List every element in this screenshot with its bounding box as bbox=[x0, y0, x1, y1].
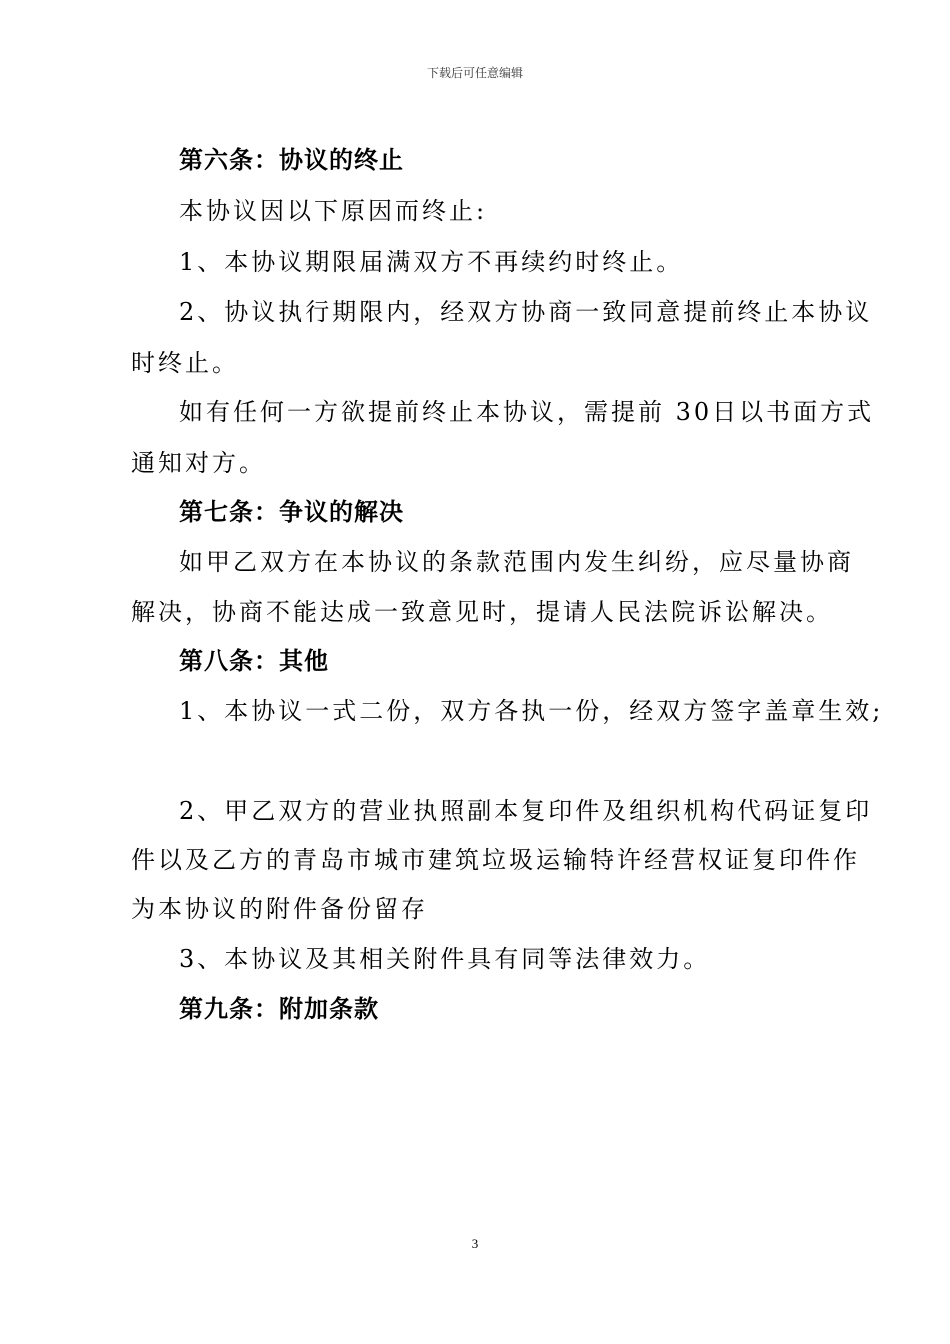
paragraph-line: 1、本协议一式二份，双方各执一份，经双方签字盖章生效; bbox=[179, 697, 884, 725]
paragraph-line: 通知对方。 bbox=[131, 449, 266, 477]
paragraph-line: 如甲乙双方在本协议的条款范围内发生纠纷，应尽量协商 bbox=[179, 548, 854, 576]
paragraph-line: 2、协议执行期限内，经双方协商一致同意提前终止本协议 bbox=[179, 298, 873, 326]
paragraph-line: 3、本协议及其相关附件具有同等法律效力。 bbox=[179, 945, 711, 973]
paragraph-line: 时终止。 bbox=[131, 349, 239, 377]
page-number: 3 bbox=[471, 1236, 479, 1251]
paragraph-line: 本协议因以下原因而终止: bbox=[179, 197, 488, 225]
page-header-note: 下载后可任意编辑 bbox=[426, 66, 523, 80]
section-heading-8: 第八条：其他 bbox=[179, 647, 329, 675]
paragraph-line: 解决，协商不能达成一致意见时，提请人民法院诉讼解决。 bbox=[131, 598, 833, 626]
paragraph-line: 1、本协议期限届满双方不再续约时终止。 bbox=[179, 248, 684, 276]
paragraph-line: 件以及乙方的青岛市城市建筑垃圾运输特许经营权证复印件作 bbox=[131, 846, 860, 874]
paragraph-line: 如有任何一方欲提前终止本协议，需提前 30日以书面方式 bbox=[179, 398, 875, 426]
section-heading-7: 第七条：争议的解决 bbox=[179, 498, 404, 526]
section-heading-6: 第六条：协议的终止 bbox=[179, 146, 404, 174]
section-heading-9: 第九条：附加条款 bbox=[179, 995, 379, 1023]
paragraph-line: 为本协议的附件备份留存 bbox=[131, 895, 428, 923]
paragraph-line: 2、甲乙双方的营业执照副本复印件及组织机构代码证复印 bbox=[179, 797, 873, 825]
